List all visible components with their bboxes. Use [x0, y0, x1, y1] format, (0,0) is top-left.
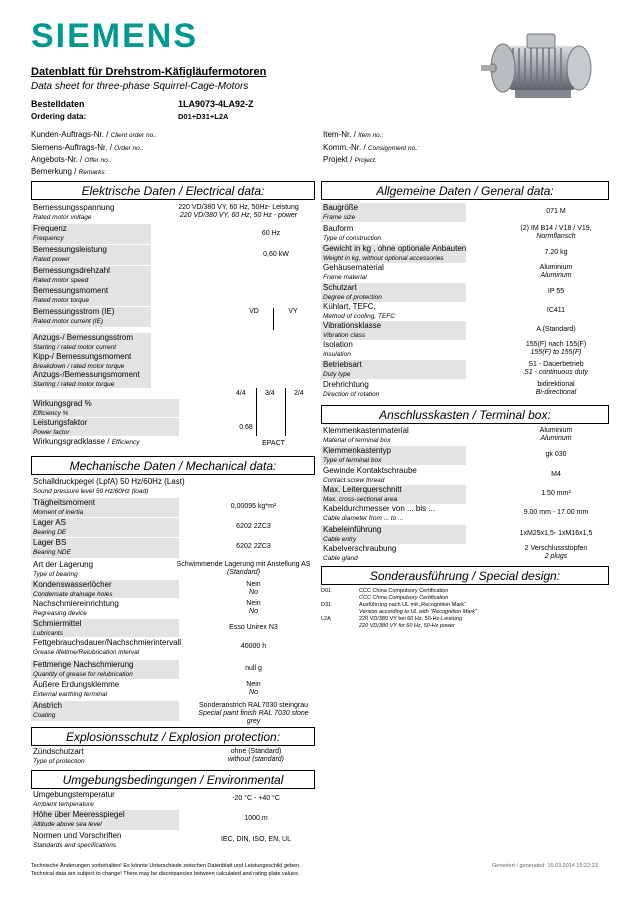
- mech-row: Lager BS Bearing NDE 6202 2ZC3: [33, 538, 271, 556]
- order-number: 1LA9073-4LA92-Z: [178, 99, 254, 109]
- consignment-no: Komm.-Nr. / Consignment no.:: [323, 143, 419, 152]
- term-row: Klemmenkastentyp Type of terminal box gk 030: [323, 446, 567, 464]
- el-speed: Bemessungsdrehzahl Rated motor speed: [33, 266, 110, 284]
- el-power: Bemessungsleistung Rated power 0,60 kW: [33, 245, 289, 263]
- order-options: D01+D31+L2A: [178, 112, 229, 121]
- footer-de: Technische Änderungen vorbehalten! Es könnte Unterschiede zwischen Datenblatt und Leistungsschild geben.: [31, 863, 301, 869]
- footer-en: Technical data are subject to change! There may be discrepancies between calculated and rating plate values.: [31, 871, 300, 877]
- offer-no: Angebots-Nr. / Offer no.:: [31, 155, 112, 164]
- env-row: Normen und Vorschriften Standards and specifications IEC, DIN, ISO, EN, UL: [33, 831, 291, 849]
- page-title: Datenblatt für Drehstrom-Käfigläufermotoren: [31, 66, 267, 78]
- gen-row: Gewicht in kg , ohne optionale Anbauten Weight in kg, without optional accessories 7.20 kg: [323, 244, 568, 262]
- gen-row: Gehäusematerial Frame material Aluminium Aluminum: [323, 263, 573, 281]
- environmental-header: Umgebungsbedingungen / Environmental: [31, 770, 315, 789]
- gen-row: Schutzart Degree of protection IP 55: [323, 283, 565, 301]
- el-breakdown: Kipp-/ Bemessungsmoment Breakdown / rated motor torque: [33, 352, 132, 370]
- el-current: Bemessungsstrom (IE) Rated motor current (IE) VD VY: [33, 307, 298, 325]
- mech-row: Kondenswasserlöcher Condensate drainage holes Nein No: [33, 580, 261, 598]
- mech-row: Trägheitsmoment Moment of inertia 0,00095 kg*m²: [33, 498, 277, 516]
- special-header: Sonderausführung / Special design:: [321, 566, 609, 585]
- el-frequency: Frequenz Frequency 60 Hz: [33, 224, 281, 242]
- el-start-torque: Anzugs-/Bemessungsmoment Starting / rated motor torque: [33, 370, 140, 388]
- mech-row: Schalldruckpegel (LpfA) 50 Hz/60Hz (Last) Sound pressure level 50 Hz/60Hz (load): [33, 477, 185, 495]
- load-2-4: 2/4: [294, 390, 304, 397]
- el-power-factor: Leistungsfaktor Power factor 0.68: [33, 418, 253, 436]
- term-row: Kabeleinführung Cable entry 1xM25x1,5- 1xM16x1,5: [323, 525, 593, 543]
- page-subtitle: Data sheet for three-phase Squirrel-Cage-Motors: [31, 81, 249, 92]
- term-row: Klemmenkastenmaterial Material of terminal box Aluminium Aluminum: [323, 426, 573, 444]
- mech-row: Fettmenge Nachschmierung Quantity of grease for relubrication null g: [33, 660, 262, 678]
- general-header: Allgemeine Daten / General data:: [321, 181, 609, 200]
- gen-row: Drehrichtung Direction of rotation bidirektional Bi-directional: [323, 380, 577, 398]
- term-row: Kabeldurchmesser von ... bis ... Cable diameter from ... to ... 9.00 mm - 17.00 mm: [323, 504, 589, 522]
- load-3-4: 3/4: [265, 390, 275, 397]
- el-voltage: Bemessungsspannung Rated motor voltage 220 VD/380 VY, 60 Hz, 50Hz- Leistung 220 VD/380 VY, 60 Hz, 50 Hz - power: [33, 203, 299, 221]
- project: Projekt / Project:: [323, 155, 377, 164]
- mech-row: Anstrich Coating Sonderanstrich RAL7030 steingrau Special paint finish RAL 7030 stone grey: [33, 701, 309, 725]
- order-label: Bestelldaten: [31, 99, 85, 109]
- env-row: Umgebungstemperatur Ambient temperature -20 °C - +40 °C: [33, 790, 280, 808]
- item-no: Item-Nr. / Item no.:: [323, 130, 384, 139]
- gen-row: Kühlart, TEFC, Method of cooling, TEFC IC411: [323, 302, 566, 320]
- el-torque: Bemessungsmoment Rated motor torque: [33, 286, 109, 304]
- gen-row: Baugröße Frame size 071 M: [323, 203, 566, 221]
- motor-image: [475, 24, 615, 114]
- gen-row: Bauform Type of construction (2) IM B14 / V18 / V19, Normflansch: [323, 224, 592, 242]
- ex-protection: Zündschutzart Type of protection ohne (Standard) without (standard): [33, 747, 285, 765]
- term-row: Gewinde Kontaktschraube Contact screw thread M4: [323, 466, 561, 484]
- footer-generated: Generiert / generated: 16.03.2014 15:22:23: [492, 863, 598, 869]
- mech-row: Äußere Erdungsklemme External earthing terminal Nein No: [33, 680, 261, 698]
- mech-row: Nachschmiereinrichtung Regreasing device Nein No: [33, 599, 261, 617]
- explosion-header: Explosionsschutz / Explosion protection:: [31, 727, 315, 746]
- electrical-header: Elektrische Daten / Electrical data:: [31, 181, 315, 200]
- gen-row: Betriebsart Duty type S1 - Dauerbetrieb S1 - continuous duty: [323, 360, 588, 378]
- el-start-current: Anzugs-/ Bemessungsstrom Starting / rated motor current: [33, 333, 134, 351]
- term-row: Max. Leiterquerschnitt Max. cross-sectional area 1.50 mm²: [323, 485, 571, 503]
- mech-row: Lager AS Bearing DE 6202 2ZC3: [33, 518, 271, 536]
- siemens-order: Siemens-Auftrags-Nr. / Order no.:: [31, 143, 144, 152]
- mech-row: Art der Lagerung Type of bearing Schwimmende Lagerung mit Anstellung AS (Standard): [33, 560, 311, 578]
- siemens-logo: SIEMENS: [31, 17, 199, 55]
- gen-row: Vibrationsklasse Vibration class A (Standard): [323, 321, 576, 339]
- term-row: Kabelverschraubung Cable gland 2 Verschlussstopfen 2 plugs: [323, 544, 588, 562]
- client-order: Kunden-Auftrags-Nr. / Client order no.:: [31, 130, 157, 139]
- mech-row: Schmiermittel Lubricants Esso Unirex N3: [33, 619, 278, 637]
- env-row: Höhe über Meeresspiegel Altitude above sea level 1000 m: [33, 810, 268, 828]
- load-4-4: 4/4: [236, 390, 246, 397]
- order-label-en: Ordering data:: [31, 112, 87, 121]
- mechanical-header: Mechanische Daten / Mechanical data:: [31, 456, 315, 475]
- el-efficiency-class: Wirkungsgradklasse / Efficiency EPACT: [33, 437, 285, 447]
- terminal-header: Anschlusskasten / Terminal box:: [321, 405, 609, 424]
- gen-row: Isolation Insulation 155(F) nach 155(F) 155(F) to 155(F): [323, 340, 587, 358]
- el-efficiency: Wirkungsgrad % Efficiency %: [33, 399, 92, 417]
- mech-row: Fettgebrauchsdauer/Nachschmierintervall Grease lifetime/Relubrication interval 40000 h: [33, 638, 267, 656]
- remarks: Bemerkung / Remarks:: [31, 167, 107, 176]
